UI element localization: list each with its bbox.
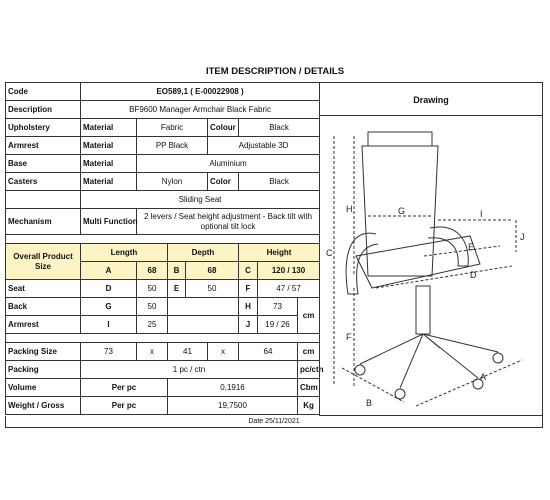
row-description bbox=[6, 101, 320, 119]
overall-size-label: Overall Product Size bbox=[6, 244, 81, 280]
left-armrest-shape bbox=[346, 233, 378, 294]
drawing-panel bbox=[319, 82, 543, 416]
row-weight: Weight / Gross Per pc 19,7500 Kg bbox=[6, 397, 320, 415]
row-packing: Packing 1 pc / ctn pc/ctn bbox=[6, 361, 320, 379]
spec-table bbox=[5, 82, 324, 415]
code-value: EO589,1 ( E-00022908 ) bbox=[81, 83, 320, 101]
row-dims-back: Back G 50 H 73 cm bbox=[6, 298, 320, 316]
sliding-seat: Sliding Seat bbox=[81, 191, 320, 209]
dim-d-line bbox=[376, 266, 512, 288]
description-label: Description bbox=[6, 101, 81, 119]
description-value: BF9600 Manager Armchair Black Fabric bbox=[81, 101, 320, 119]
label-c: C bbox=[326, 248, 333, 258]
row-dims-header: Overall Product Size Length Depth Height bbox=[6, 244, 320, 262]
chair-drawing bbox=[320, 116, 542, 416]
row-volume: Volume Per pc 0,1916 Cbm bbox=[6, 379, 320, 397]
label-i: I bbox=[480, 209, 483, 219]
drawing-title: Drawing bbox=[413, 95, 449, 105]
row-upholstery: Upholstery Material Fabric Colour Black bbox=[6, 119, 320, 137]
row-dims-overall: A 68 B 68 C 120 / 130 bbox=[6, 262, 320, 280]
label-e: E bbox=[468, 242, 475, 252]
seat-shape bbox=[356, 236, 480, 288]
row-casters: Casters Material Nylon Color Black bbox=[6, 173, 320, 191]
row-packing-size: Packing Size 73 x 41 x 64 cm bbox=[6, 343, 320, 361]
label-b: B bbox=[366, 398, 373, 408]
row-sliding bbox=[6, 191, 320, 209]
label-f: F bbox=[346, 332, 352, 342]
page-title: ITEM DESCRIPTION / DETAILS bbox=[205, 66, 345, 77]
dim-a-line bbox=[416, 360, 522, 406]
label-d: D bbox=[470, 270, 477, 280]
row-mechanism: Mechanism Multi Function 2 levers / Seat height adjustment - Back tilt with optional tilt lock bbox=[6, 209, 320, 235]
row-dims-armrest: Armrest I 25 J 19 / 26 bbox=[6, 316, 320, 334]
row-base: Base Material Aluminium bbox=[6, 155, 320, 173]
row-dims-seat: Seat D 50 E 50 F 47 / 57 bbox=[6, 280, 320, 298]
code-label: Code bbox=[6, 83, 81, 101]
headrest-shape bbox=[368, 132, 432, 146]
label-g: G bbox=[398, 206, 406, 216]
label-h: H bbox=[346, 204, 353, 214]
row-code bbox=[6, 83, 320, 101]
dim-b-line bbox=[342, 368, 404, 402]
label-j: J bbox=[520, 232, 525, 242]
row-armrest: Armrest Material PP Black Adjustable 3D bbox=[6, 137, 320, 155]
cylinder-shape bbox=[416, 286, 430, 334]
date-footer: Date 25/11/2021 bbox=[5, 416, 543, 428]
label-a: A bbox=[480, 372, 487, 382]
dim-e-line bbox=[424, 246, 500, 256]
